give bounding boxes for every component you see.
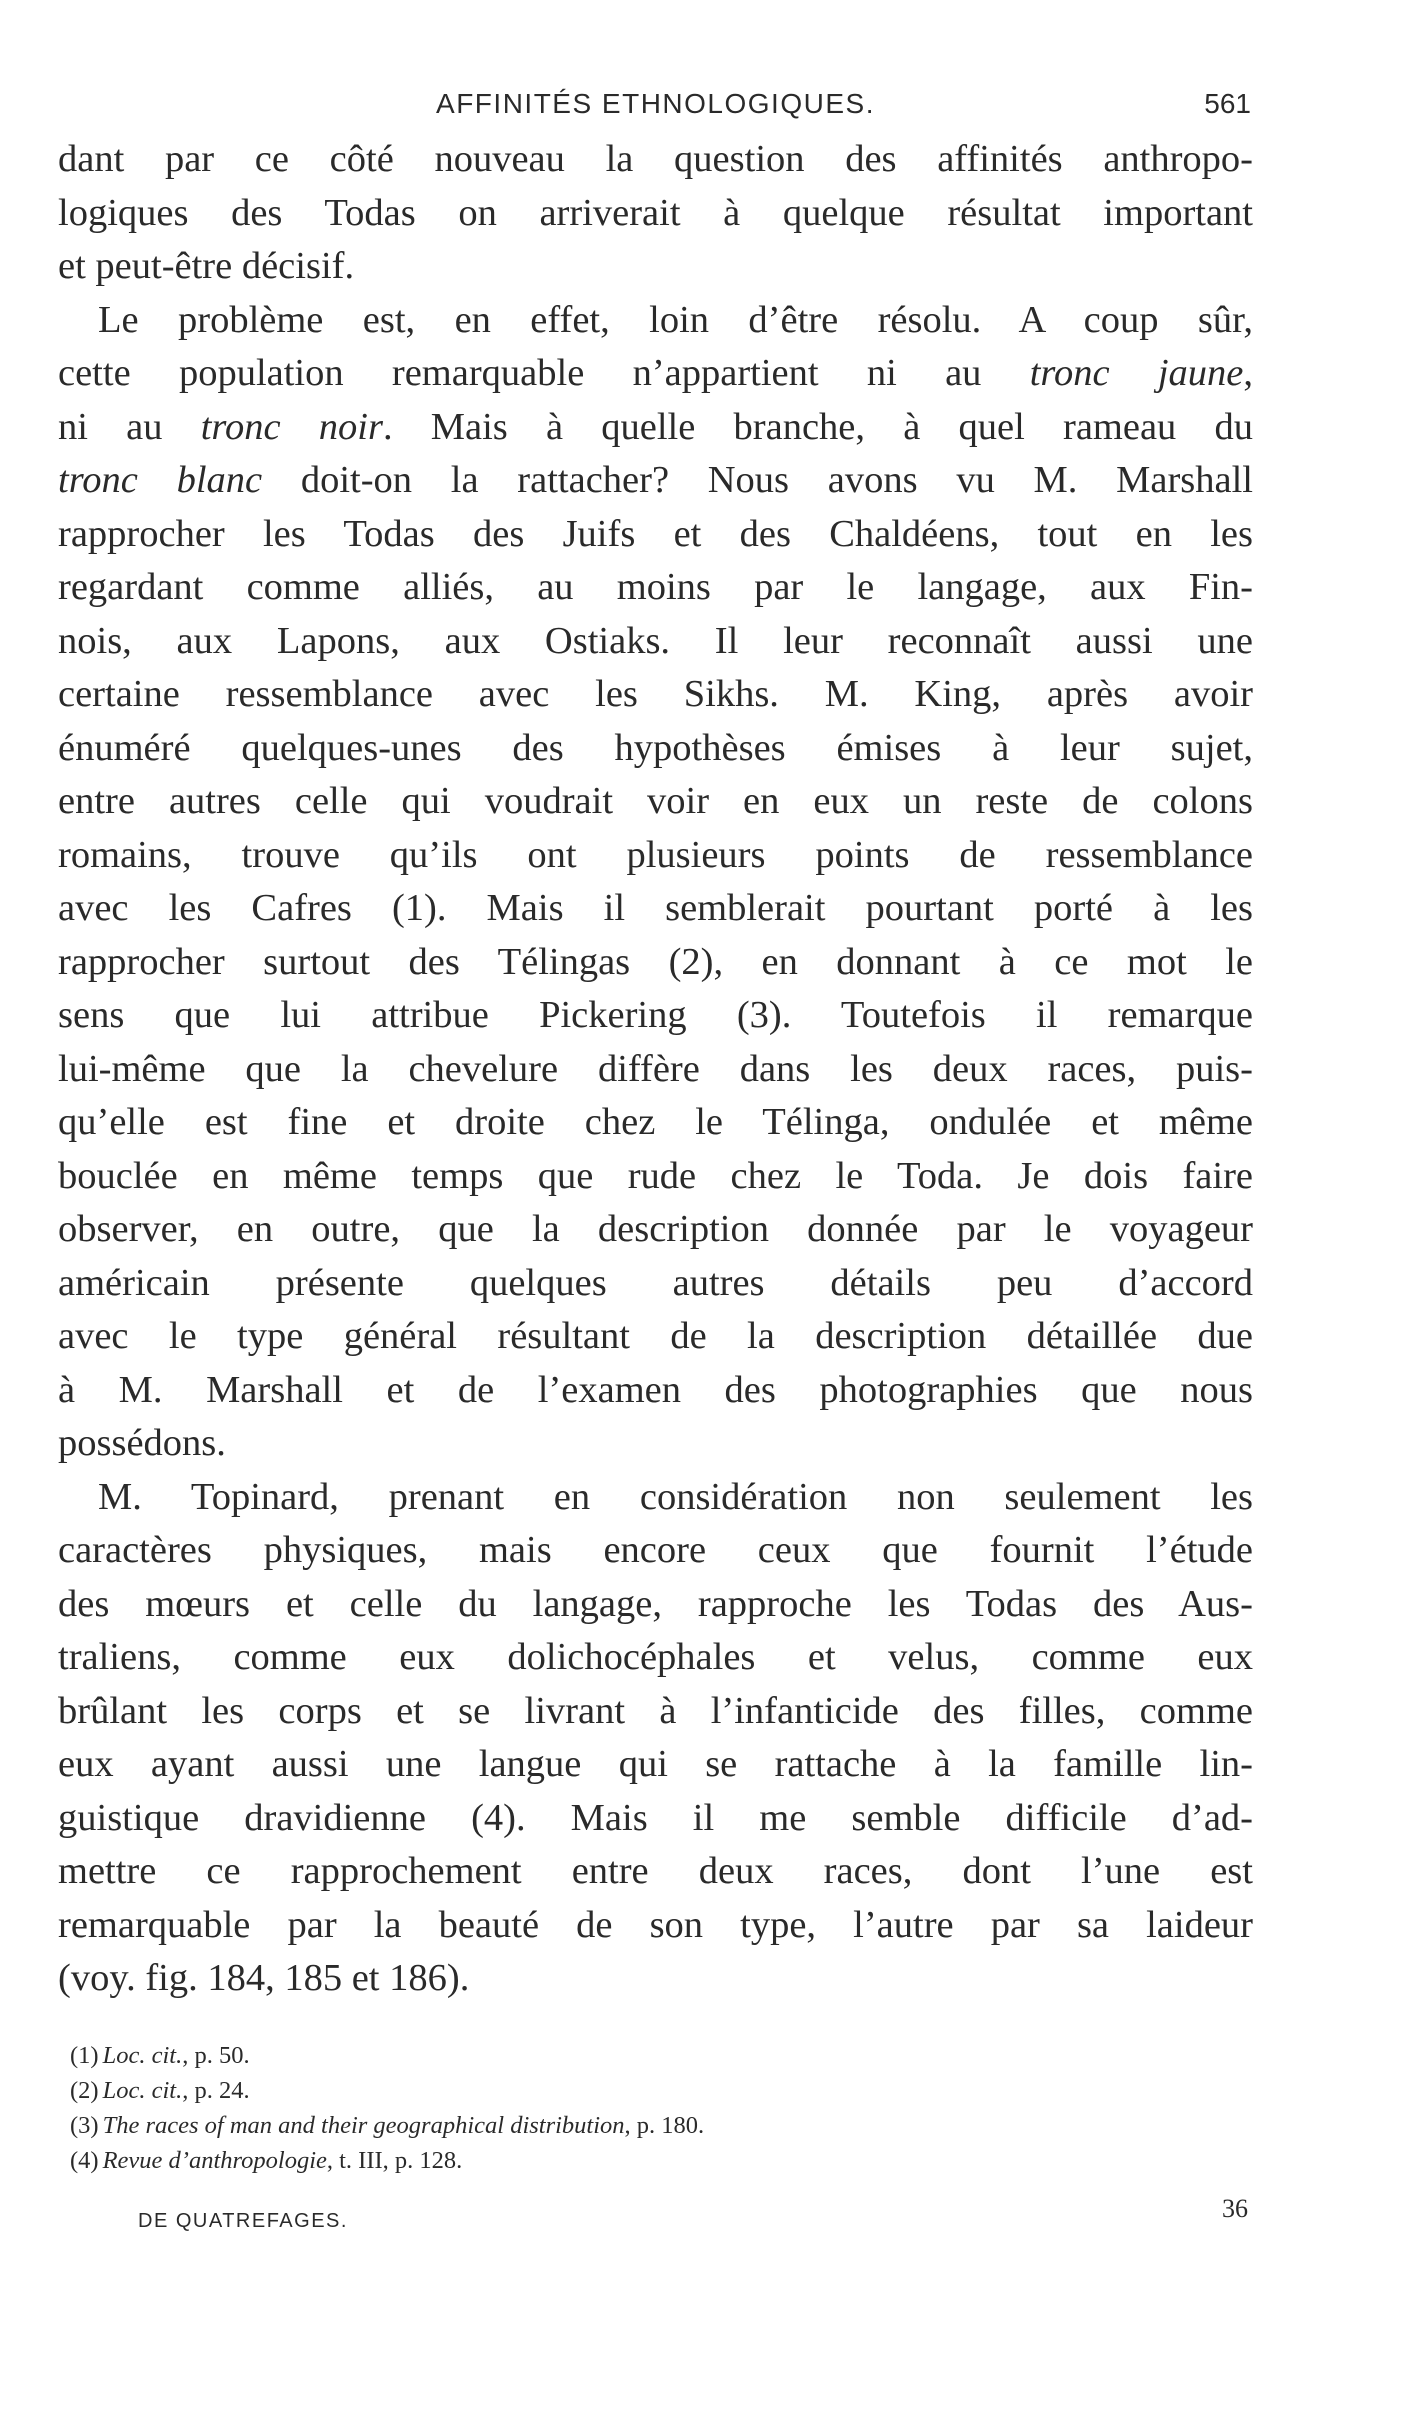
italic-run: Revue d’anthropologie bbox=[102, 2147, 327, 2174]
text-line bbox=[58, 1150, 1253, 1204]
text-line bbox=[58, 1792, 1253, 1846]
signature-mark: DE QUATREFAGES. bbox=[138, 2210, 348, 2232]
text-run: doit-on la rattacher? Nous avons vu M. Marshall bbox=[262, 459, 1254, 501]
text-line bbox=[58, 668, 1253, 722]
text-line bbox=[58, 1417, 1253, 1471]
text-run: rapprocher surtout des Télingas (2), en donnant à ce mot le bbox=[58, 940, 1253, 983]
text-line bbox=[58, 294, 1253, 348]
text-line bbox=[58, 347, 1253, 401]
text-run: , p. 24. bbox=[182, 2077, 250, 2104]
text-line bbox=[58, 1952, 1253, 2006]
text-run: et peut-être décisif. bbox=[58, 245, 355, 287]
text-run: , t. III, p. 128. bbox=[326, 2147, 463, 2174]
running-title: AFFINITÉS ETHNOLOGIQUES. bbox=[436, 88, 875, 119]
text-run: traliens, comme eux dolichocéphales et velus, comme eux bbox=[58, 1636, 1253, 1678]
text-line bbox=[58, 989, 1253, 1043]
text-run: Le problème est, en effet, loin d’être résolu. A coup sûr, bbox=[98, 298, 1253, 341]
signature-number: 36 bbox=[1222, 2194, 1248, 2223]
text-run: , p. 50. bbox=[182, 2042, 250, 2069]
text-run: mettre ce rapprochement entre deux races, dont l’une est bbox=[58, 1850, 1253, 1892]
text-run: (voy. fig. 184, 185 et 186). bbox=[58, 1957, 470, 1999]
text-run: nois, aux Lapons, aux Ostiaks. Il leur reconnaît aussi une bbox=[58, 619, 1253, 662]
body-text bbox=[58, 133, 1253, 2006]
footnote-mark: (2) bbox=[70, 2077, 99, 2104]
text-run: rapprocher les Todas des Juifs et des Chaldéens, tout en les bbox=[58, 512, 1253, 555]
footnote-mark: (4) bbox=[70, 2147, 99, 2174]
text-run: entre autres celle qui voudrait voir en eux un reste de colons bbox=[58, 780, 1253, 822]
italic-run: Loc. cit. bbox=[102, 2042, 183, 2069]
text-run: des mœurs et celle du langage, rapproche les Todas des Aus- bbox=[58, 1582, 1253, 1625]
text-run: cette population remarquable n’appartient ni au bbox=[58, 352, 1030, 394]
text-line bbox=[58, 401, 1253, 455]
text-line bbox=[58, 561, 1253, 615]
bottom-row bbox=[58, 2194, 1253, 2246]
text-run: observer, en outre, que la description donnée par le voyageur bbox=[58, 1208, 1253, 1250]
text-line bbox=[58, 882, 1253, 936]
text-line bbox=[58, 1631, 1253, 1685]
text-run: caractères physiques, mais encore ceux que fournit l’étude bbox=[58, 1529, 1253, 1571]
italic-run: tronc noir bbox=[200, 405, 383, 448]
text-run: américain présente quelques autres détails peu d’accord bbox=[58, 1261, 1253, 1304]
text-line bbox=[58, 829, 1253, 883]
footnote-mark: (1) bbox=[70, 2042, 99, 2069]
text-line bbox=[58, 1310, 1253, 1364]
text-run: ni au bbox=[58, 405, 201, 448]
text-run: avec le type général résultant de la description détaillée due bbox=[58, 1315, 1253, 1357]
text-line bbox=[58, 1685, 1253, 1739]
text-run: à M. Marshall et de l’examen des photographies que nous bbox=[58, 1368, 1253, 1411]
text-run: bouclée en même temps que rude chez le Toda. Je dois faire bbox=[58, 1154, 1253, 1197]
text-run: romains, trouve qu’ils ont plusieurs points de ressemblance bbox=[58, 833, 1253, 876]
text-line bbox=[58, 1738, 1253, 1792]
italic-run: tronc jaune bbox=[1029, 352, 1244, 394]
text-line bbox=[58, 936, 1253, 990]
text-run: . Mais à quelle branche, à quel rameau du bbox=[382, 405, 1253, 448]
text-line bbox=[58, 615, 1253, 669]
text-run: eux ayant aussi une langue qui se rattache à la famille lin- bbox=[58, 1743, 1253, 1785]
text-line bbox=[58, 1203, 1253, 1257]
italic-run: Loc. cit. bbox=[102, 2077, 183, 2104]
text-run: , p. 180. bbox=[624, 2112, 705, 2139]
text-line bbox=[58, 133, 1253, 187]
text-run: remarquable par la beauté de son type, l’autre par sa laideur bbox=[58, 1903, 1253, 1946]
text-run: lui-même que la chevelure diffère dans les deux races, puis- bbox=[58, 1047, 1253, 1090]
text-line bbox=[58, 508, 1253, 562]
text-line bbox=[58, 1524, 1253, 1578]
text-line bbox=[58, 722, 1253, 776]
text-line bbox=[58, 775, 1253, 829]
text-line bbox=[58, 1845, 1253, 1899]
page-number: 561 bbox=[1204, 88, 1251, 119]
text-line bbox=[58, 1043, 1253, 1097]
footnote-mark: (3) bbox=[70, 2112, 99, 2139]
text-run: regardant comme alliés, au moins par le langage, aux Fin- bbox=[58, 566, 1253, 608]
text-line bbox=[58, 1364, 1253, 1418]
text-line bbox=[58, 1578, 1253, 1632]
text-run: possédons. bbox=[58, 1422, 226, 1464]
italic-run: The races of man and their geographical distribution bbox=[102, 2112, 625, 2139]
text-line bbox=[58, 240, 1253, 294]
text-run: qu’elle est fine et droite chez le Télinga, ondulée et même bbox=[58, 1101, 1253, 1143]
text-run: guistique dravidienne (4). Mais il me semble difficile d’ad- bbox=[58, 1796, 1253, 1839]
footnotes bbox=[70, 2038, 1253, 2178]
text-run: sens que lui attribue Pickering (3). Toutefois il remarque bbox=[58, 994, 1253, 1036]
text-run: avec les Cafres (1). Mais il semblerait pourtant porté à les bbox=[58, 887, 1253, 929]
footnote bbox=[70, 2143, 1253, 2178]
footnote bbox=[70, 2038, 1253, 2073]
text-run: dant par ce côté nouveau la question des affinités anthropo- bbox=[58, 138, 1253, 180]
italic-run: tronc blanc bbox=[58, 459, 263, 501]
text-line bbox=[58, 1257, 1253, 1311]
text-run: brûlant les corps et se livrant à l’infanticide des filles, comme bbox=[58, 1689, 1253, 1732]
footnote bbox=[70, 2108, 1253, 2143]
text-run: logiques des Todas on arriverait à quelque résultat important bbox=[58, 191, 1253, 234]
text-run: M. Topinard, prenant en considération non seulement les bbox=[98, 1475, 1253, 1518]
text-run: , bbox=[1243, 352, 1254, 394]
footnote bbox=[70, 2073, 1253, 2108]
text-line bbox=[58, 1471, 1253, 1525]
text-line bbox=[58, 1899, 1253, 1953]
text-run: énuméré quelques-unes des hypothèses émises à leur sujet, bbox=[58, 726, 1253, 769]
text-line bbox=[58, 1096, 1253, 1150]
text-run: certaine ressemblance avec les Sikhs. M. King, après avoir bbox=[58, 673, 1253, 715]
running-head bbox=[58, 82, 1253, 130]
text-line bbox=[58, 454, 1253, 508]
text-line bbox=[58, 187, 1253, 241]
